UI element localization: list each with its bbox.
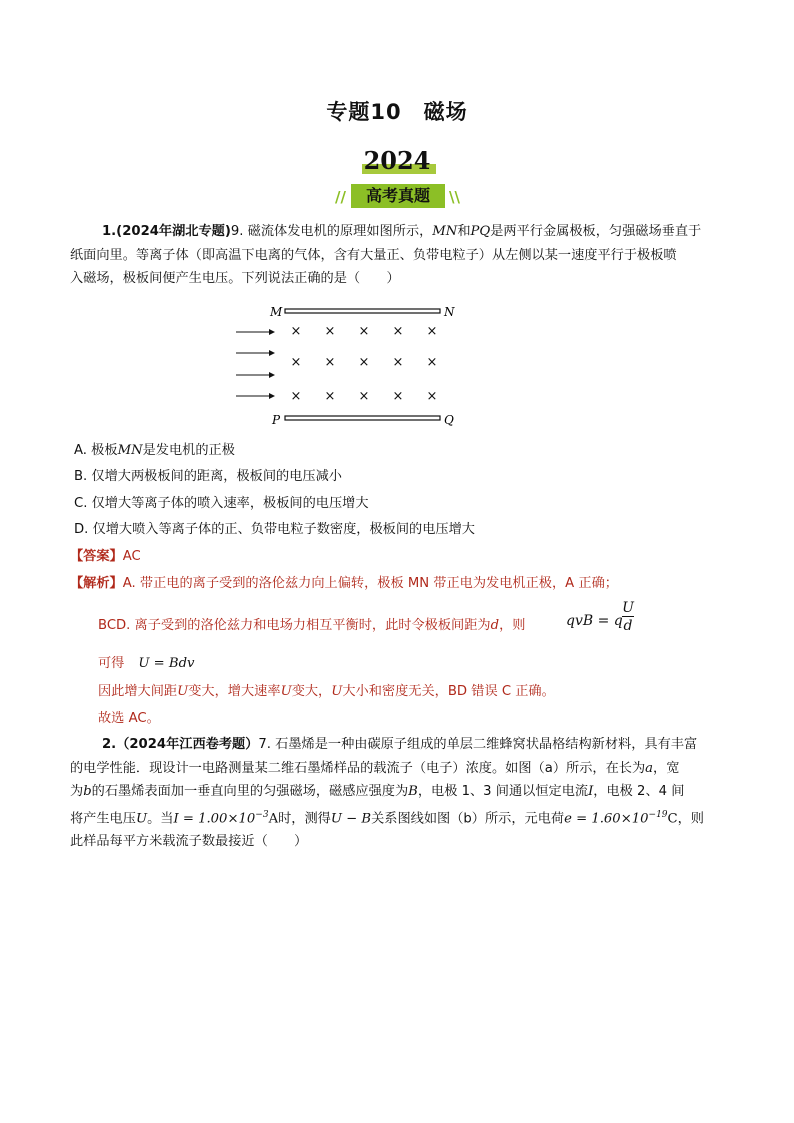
field-cross-icon: × — [290, 355, 302, 370]
q1-analysis-line2 — [98, 614, 525, 633]
q2-stem-line2 — [70, 757, 730, 781]
q2-var-b: b — [83, 784, 92, 799]
q1-choose: 故选 AC。 — [98, 711, 160, 726]
analysis-label: 【解析】 — [70, 576, 123, 591]
field-cross-icon: × — [290, 324, 302, 339]
q1-pq: PQ — [470, 224, 491, 239]
option-text: 是发电机的正极 — [142, 443, 235, 458]
q2-source: 2.（2024年江西卷考题） — [102, 737, 259, 752]
q2-stem-line4 — [70, 804, 730, 831]
conclusion-text: 变大， — [291, 684, 332, 699]
conclusion-text: 大小和密度无关，BD 错误 C 正确。 — [342, 684, 555, 699]
formula-voltage: U = Bdv — [138, 656, 195, 671]
field-cross-icon: × — [392, 389, 404, 404]
q1-option-c: C. 仅增大等离子体的喷入速率，极板间的电压增大 — [74, 496, 369, 511]
conclusion-u: U — [177, 684, 189, 699]
q1-text: 是两平行金属极板，匀强磁场垂直于 — [490, 224, 702, 239]
field-cross-icon: × — [426, 355, 438, 370]
q2-text: 7. 石墨烯是一种由碳原子组成的单层二维蜂窝状晶格结构新材料，具有丰富 — [258, 737, 698, 752]
q2-current-unit: A — [268, 810, 279, 826]
q2-text: 将产生电压 — [70, 810, 136, 826]
plate-pq — [285, 416, 440, 420]
answer-value: AC — [122, 549, 141, 564]
q1-figure — [230, 300, 470, 430]
field-cross-icon: × — [358, 355, 370, 370]
plate-mn — [285, 309, 440, 313]
q2-var-a: a — [645, 760, 654, 776]
q2-charge-unit: C — [667, 810, 678, 826]
q2-current-value: I = 1.00×10 — [173, 810, 256, 826]
q2-var-U: U — [135, 810, 148, 826]
conclusion-u: U — [280, 684, 292, 699]
q2-text: 为 — [70, 784, 84, 799]
q2-stem-line3 — [70, 780, 730, 804]
page-title: 专题10 磁场 — [326, 100, 468, 124]
q1-obtain — [98, 652, 195, 671]
conclusion-u: U — [331, 684, 343, 699]
q2-var-I: I — [588, 784, 594, 799]
q2-text: 时，测得 — [278, 810, 331, 826]
analysis-text: ，则 — [499, 618, 526, 633]
q1-stem — [70, 220, 730, 291]
q1-analysis-line1 — [70, 572, 618, 591]
field-cross-icon: × — [392, 324, 404, 339]
q2-text: ，电极 2、4 间 — [593, 784, 685, 799]
q2-text: 的石墨烯表面加一垂直向里的匀强磁场，磁感应强度为 — [91, 784, 409, 799]
q2-charge-value: e = 1.60×10 — [564, 810, 649, 826]
year-heading: 2024 — [363, 146, 431, 175]
q1-mn: MN — [432, 224, 458, 239]
section-banner — [331, 184, 465, 208]
option-mn: MN — [117, 443, 143, 458]
field-cross-icon: × — [358, 389, 370, 404]
formula-fraction — [622, 600, 634, 635]
q1-stem-line2: 纸面向里。等离子体（即高温下电离的气体，含有大量正、负带电粒子）从左侧以某一速度平行于极板喷 — [70, 247, 677, 263]
q2-ub: U − B — [330, 810, 372, 826]
q1-stem-line1 — [70, 220, 730, 244]
q2-text: ，电极 1、3 间通以恒定电流 — [417, 784, 589, 799]
q1-option-b: B. 仅增大两极板间的距离，极板间的电压减小 — [74, 469, 342, 484]
q2-stem-line1 — [70, 733, 730, 757]
field-cross-icon: × — [392, 355, 404, 370]
conclusion-text: 变大，增大速率 — [188, 684, 281, 699]
q1-answer — [70, 545, 141, 564]
option-text: A. 极板 — [74, 443, 118, 458]
obtain-text: 可得 — [98, 656, 125, 671]
q2-text: 的电学性能．现设计一电路测量某二维石墨烯样品的载流子（电子）浓度。如图（a）所示，在长为 — [70, 760, 646, 776]
field-cross-icon: × — [290, 389, 302, 404]
answer-label: 【答案】 — [70, 549, 123, 564]
plate-label-p: P — [272, 413, 281, 427]
q1-text: 9. 磁流体发电机的原理如图所示， — [230, 224, 433, 239]
q2-var-B: B — [408, 784, 418, 799]
q2-stem — [70, 733, 730, 854]
field-cross-icon: × — [324, 355, 336, 370]
field-cross-icon: × — [358, 324, 370, 339]
field-cross-icon: × — [324, 389, 336, 404]
banner-left-slash-icon: // — [335, 188, 346, 206]
fraction-numerator: U — [622, 600, 634, 616]
formula-left: qvB = q — [566, 613, 623, 629]
field-cross-icon: × — [324, 324, 336, 339]
q1-conclusion — [98, 680, 555, 699]
analysis-text: BCD. 离子受到的洛伦兹力和电场力相互平衡时，此时令极板间距为 — [98, 618, 491, 633]
conclusion-text: 因此增大间距 — [98, 684, 178, 699]
fraction-denominator: d — [623, 618, 633, 634]
q2-text: ，宽 — [653, 760, 680, 776]
plate-label-m: M — [270, 305, 283, 319]
analysis-text: A. 带正电的离子受到的洛伦兹力向上偏转，极板 MN 带正电为发电机正极，A 正确； — [122, 576, 618, 591]
q1-option-d: D. 仅增大喷入等离子体的正、负带电粒子数密度，极板间的电压增大 — [74, 522, 475, 537]
plate-label-q: Q — [444, 413, 454, 427]
analysis-d: d — [490, 618, 500, 633]
plate-label-n: N — [444, 305, 455, 319]
q2-current-exp: −3 — [255, 809, 269, 820]
banner-label: 高考真题 — [351, 184, 445, 208]
field-cross-icon: × — [426, 389, 438, 404]
q2-text: ，则 — [677, 810, 704, 826]
field-cross-icon: × — [426, 324, 438, 339]
q2-text: 。当 — [147, 810, 174, 826]
banner-right-slash-icon: \\ — [449, 188, 460, 206]
q1-stem-line3: 入磁场，极板间便产生电压。下列说法正确的是（ ） — [70, 271, 400, 286]
q1-text: 和 — [457, 224, 471, 239]
q2-stem-line5: 此样品每平方米载流子数最接近（ ） — [70, 834, 308, 850]
q1-option-a — [74, 439, 235, 458]
q1-source: 1.(2024年湖北专题) — [102, 224, 231, 239]
q2-charge-exp: −19 — [648, 809, 668, 820]
q2-text: 关系图线如图（b）所示，元电荷 — [371, 810, 565, 826]
